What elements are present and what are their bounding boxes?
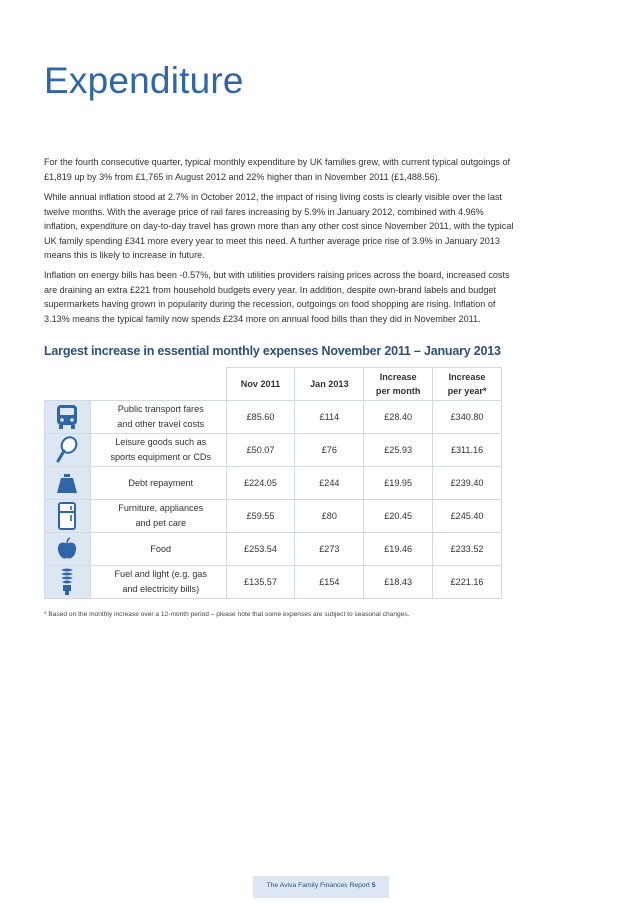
cell-jan-2013: £273	[295, 533, 364, 566]
cell-nov-2011: £50.07	[226, 434, 295, 467]
expenses-table	[44, 367, 502, 599]
header-blank-icon	[45, 368, 91, 401]
cell-nov-2011: £135.57	[226, 566, 295, 599]
table-row	[45, 434, 502, 467]
cell-nov-2011: £59.55	[226, 500, 295, 533]
cell-nov-2011: £253.54	[226, 533, 295, 566]
bus-icon	[55, 404, 79, 430]
inflation-paragraph: While annual inflation stood at 2.7% in October 2012, the impact of rising living costs is clearly visible over the last twelve months. With the average price of rail fares increasing by 5.9% in January 2012, combined with 4.96% inflation, expenditure on day-to-day travel has grown more than any other cost since November 2011, with the typical UK family spending £341 more every year to meet this need. A further average price rise of 3.9% in January 2013 means this is likely to increase in future.	[44, 192, 514, 261]
cell-per-month: £25.93	[364, 434, 433, 467]
row-label: Furniture, appliances and pet care	[90, 500, 226, 533]
table-header-row	[45, 368, 502, 401]
cell-jan-2013: £244	[295, 467, 364, 500]
icon-cell	[45, 533, 91, 566]
tennis-racket-icon	[55, 436, 79, 464]
intro-paragraph: For the fourth consecutive quarter, typical monthly expenditure by UK families grew, with current typical outgoings of £1,819 up by 3% from £1,765 in August 2012 and 22% higher than in November 2011 (£1,488.56).	[44, 157, 511, 182]
cell-per-month: £28.40	[364, 401, 433, 434]
cell-nov-2011: £224.05	[226, 467, 295, 500]
header-blank-label	[90, 368, 226, 401]
apple-icon	[56, 537, 78, 561]
table-row	[45, 533, 502, 566]
icon-cell	[45, 401, 91, 434]
cell-per-year: £233.52	[433, 533, 502, 566]
cell-per-year: £221.16	[433, 566, 502, 599]
table-heading: Largest increase in essential monthly expenses November 2011 – January 2013	[44, 344, 501, 358]
cell-per-year: £340.80	[433, 401, 502, 434]
energy-food-paragraph: Inflation on energy bills has been -0.57%, but with utilities providers raising prices across the board, increased costs are draining an extra £221 from household budgets every year. In addition, despite own-brand labels and budget supermarkets having grown in popularity during the recession, outgoings on food shopping are rising. Inflation of 3.13% means the typical family now spends £234 more on annual food bills than they did in November 2011.	[44, 270, 510, 324]
cell-per-month: £20.45	[364, 500, 433, 533]
header-increase-per-month: Increase per month	[364, 368, 433, 401]
table-row	[45, 566, 502, 599]
cell-per-year: £239.40	[433, 467, 502, 500]
header-jan-2013: Jan 2013	[295, 368, 364, 401]
cell-nov-2011: £85.60	[226, 401, 295, 434]
row-label: Debt repayment	[90, 467, 226, 500]
cell-per-month: £19.95	[364, 467, 433, 500]
page-title: Expenditure	[44, 60, 244, 101]
cell-per-year: £245.40	[433, 500, 502, 533]
footer-text: The Aviva Family Finances Report	[266, 882, 372, 889]
row-label: Food	[90, 533, 226, 566]
cell-jan-2013: £76	[295, 434, 364, 467]
weight-icon	[55, 472, 79, 494]
cell-jan-2013: £80	[295, 500, 364, 533]
cell-jan-2013: £114	[295, 401, 364, 434]
icon-cell	[45, 434, 91, 467]
icon-cell	[45, 500, 91, 533]
row-label: Fuel and light (e.g. gas and electricity bills)	[90, 566, 226, 599]
table-row	[45, 500, 502, 533]
icon-cell	[45, 566, 91, 599]
page-footer	[253, 876, 389, 898]
page-number: 5	[371, 882, 376, 889]
cell-per-month: £19.46	[364, 533, 433, 566]
cell-jan-2013: £154	[295, 566, 364, 599]
cell-per-year: £311.16	[433, 434, 502, 467]
icon-cell	[45, 467, 91, 500]
table-footnote: * Based on the monthly increase over a 12-month period – please note that some expenses are subject to seasonal changes.	[44, 611, 410, 618]
header-increase-per-year: Increase per year*	[433, 368, 502, 401]
header-nov-2011: Nov 2011	[226, 368, 295, 401]
cell-per-month: £18.43	[364, 566, 433, 599]
lightbulb-icon	[57, 567, 77, 597]
row-label: Public transport fares and other travel costs	[90, 401, 226, 434]
table-row	[45, 401, 502, 434]
row-label: Leisure goods such as sports equipment or CDs	[90, 434, 226, 467]
table-row	[45, 467, 502, 500]
fridge-icon	[57, 502, 77, 530]
